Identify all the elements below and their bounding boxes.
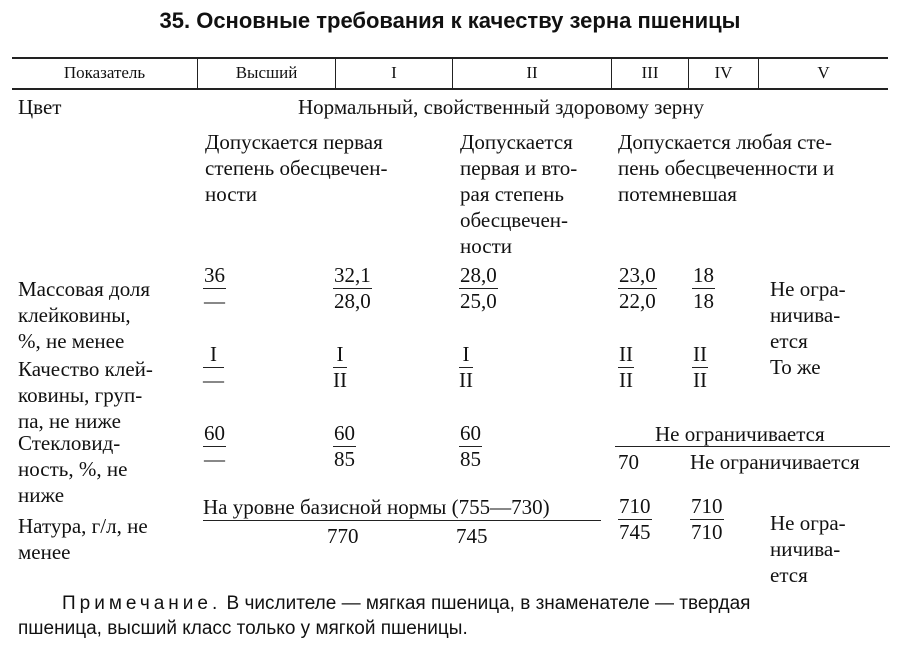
note-label: Примечание. (62, 593, 222, 614)
column-header-grade-4: IV (714, 63, 733, 82)
gluten-quality-grade-2: $\frac{I}{II}$ (459, 342, 473, 392)
nature-grade-1-denominator: 770 (327, 524, 359, 548)
gluten-mass-grade-2: $\frac{28,0}{25,0}$ (460, 263, 497, 313)
gluten-mass-top-grade: 36 — (204, 263, 225, 313)
row-label-vitreousness: Стекловид- ность, %, не ниже (18, 431, 128, 507)
header-bottom-rule (12, 88, 888, 90)
row-label-nature: Натура, г/л, не менее (18, 514, 148, 564)
note-text-line-2: пшеница, высший класс только у мягкой пшеницы. (18, 618, 468, 639)
column-header-indicator: Показатель (63, 63, 146, 82)
vitreousness-grade-3-5-fraction-rule (615, 446, 890, 447)
vitreousness-grade-3-5-numerator: Не ограничивается (655, 422, 825, 446)
gluten-quality-grade-1: $\frac{I}{II}$ (333, 342, 347, 392)
color-top-grade-cell: Допускается первая степень обесцвечен- ности (205, 130, 388, 206)
row-label-color: Цвет (18, 95, 62, 119)
gluten-mass-grade-3: $\frac{23,0}{22,0}$ (619, 263, 656, 313)
nature-grade-2-denominator: 745 (456, 524, 488, 548)
gluten-mass-grade-1: $\frac{32,1}{28,0}$ (334, 263, 371, 313)
vitreousness-grade-3-denominator: 70 (618, 450, 639, 474)
row-label-gluten-quality: Качество клей- ковины, груп- па, не ниже (18, 357, 153, 433)
nature-grade-5: Не огра- ничива- ется (770, 511, 846, 587)
vitreousness-top-grade: 60 — (204, 421, 225, 471)
color-grade-2-cell: Допускается первая и вто- рая степень обесцвечен- ности (460, 130, 578, 258)
gluten-quality-grade-3: $\frac{II}{II}$ (619, 342, 633, 392)
table-title: 35. Основные требования к качеству зерна пшеницы (159, 8, 741, 33)
row-label-gluten-mass: Массовая доля клейковины, %, не менее (18, 277, 151, 353)
gluten-quality-grade-4: $\frac{II}{II}$ (693, 342, 707, 392)
column-header-grade-2: II (526, 63, 538, 82)
nature-top-to-grade-2-numerator: На уровне базисной нормы (755—730) (203, 494, 601, 521)
gluten-mass-grade-4: $\frac{18}{18}$ (693, 263, 714, 313)
vitreousness-grade-1: $\frac{60}{85}$ (334, 421, 355, 471)
column-header-top-grade: Высший (235, 63, 298, 82)
column-header-grade-5: V (817, 63, 830, 82)
column-header-grade-1: I (391, 63, 397, 82)
note-text-line-1: В числителе — мягкая пшеница, в знаменателе — твердая (226, 593, 751, 614)
table-note (62, 591, 750, 617)
vitreousness-grade-4-5-denominator: Не ограничивается (690, 450, 860, 474)
gluten-quality-top-grade: I — (203, 342, 224, 392)
column-header-grade-3: III (641, 63, 659, 82)
nature-grade-3: $\frac{710}{745}$ (619, 494, 651, 544)
color-common-requirement: Нормальный, свойственный здоровому зерну (298, 95, 705, 119)
gluten-quality-grade-5: То же (770, 355, 821, 379)
gluten-mass-grade-5: Не огра- ничива- ется (770, 277, 846, 353)
vitreousness-grade-2: $\frac{60}{85}$ (460, 421, 481, 471)
nature-grade-4: $\frac{710}{710}$ (691, 494, 723, 544)
header-top-rule (12, 57, 888, 59)
color-grade-3-5-cell: Допускается любая сте- пень обесцвеченности и потемневшая (618, 130, 835, 206)
